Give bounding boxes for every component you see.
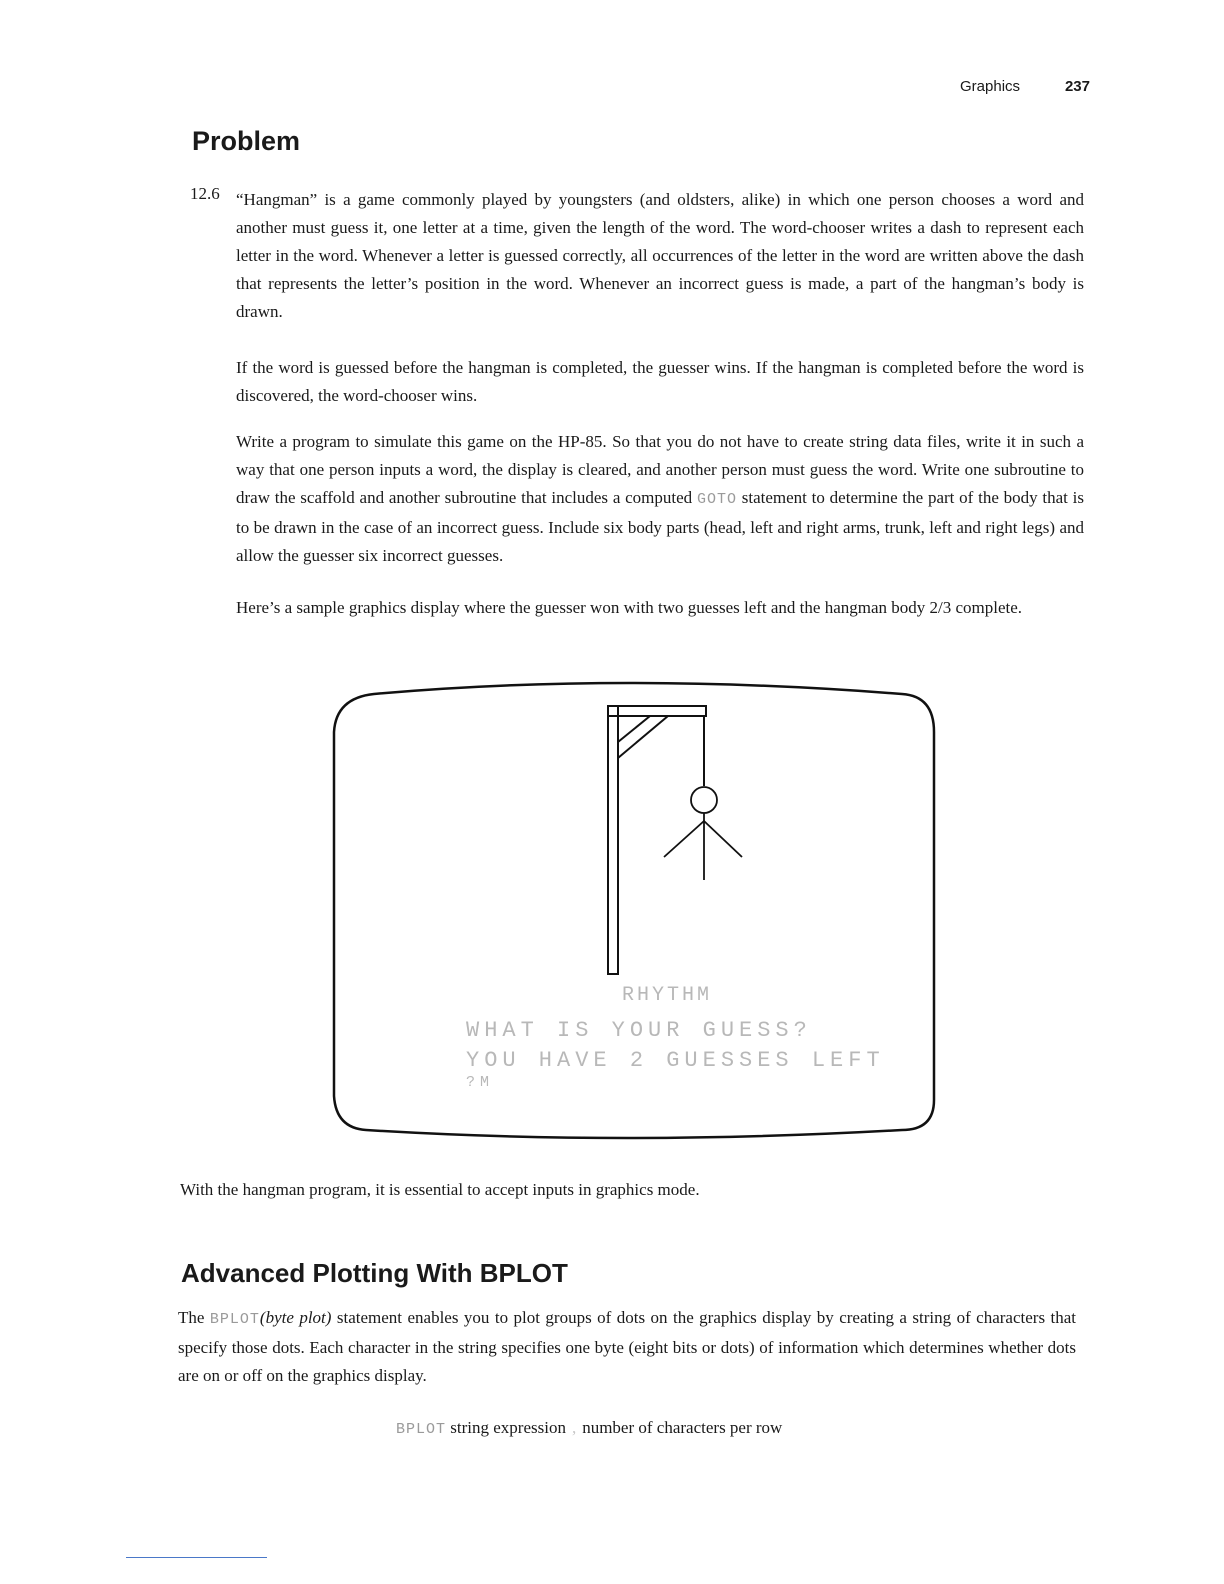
problem-heading: Problem [192, 126, 301, 156]
hangman-head [691, 787, 717, 813]
guesses-left: YOU HAVE 2 GUESSES LEFT [466, 1048, 885, 1073]
syntax-count: number of characters per row [582, 1418, 783, 1437]
intro-rest: statement enables you to plot groups of dots on the graphics display by creating a string of characters that specify those dots. Each character in the string specifies one byte (eight bits or dots) of information which determines whether dots are on or off on the graphics display. [178, 1308, 1076, 1385]
syntax-keyword: BPLOT [396, 1421, 447, 1438]
problem-paragraph-2: If the word is guessed before the hangman is completed, the guesser wins. If the hangman is completed before the word is discovered, the word-chooser wins. [236, 358, 1084, 405]
p3-text-after: statement to determine the part of the body that is to be drawn in the case of an incorrect guess. Include six body parts (head, left and right arms, trunk, left and right legs) and allow the guesser six incorrect guesses. [236, 488, 1085, 565]
hangman-right-arm [704, 821, 742, 857]
p3-text-before: Write a program to simulate this game on the HP-85. So that you do not have to create string data files, write it in such a way that one person inputs a word, the display is cleared, and another person must guess the word. Write one subroutine to draw the scaffold and another subroutine that includes a computed [236, 432, 1084, 507]
problem-paragraph-4: Here’s a sample graphics display where the guesser won with two guesses left and the hangman body 2/3 complete. [236, 598, 1023, 617]
guessed-word: RHYTHM [622, 984, 713, 1007]
goto-keyword: GOTO [696, 491, 737, 508]
page-number: 237 [1064, 78, 1090, 95]
syntax-expression: string expression [450, 1418, 566, 1437]
running-head [960, 78, 1090, 95]
intro-the: The [178, 1308, 205, 1327]
problem-paragraph-3 [236, 428, 1084, 570]
bplot-intro-paragraph [178, 1304, 1076, 1390]
hangman-figure [322, 676, 944, 1146]
syntax-separator: , [571, 1418, 577, 1437]
scaffold [608, 706, 706, 974]
bplot-keyword: BPLOT [209, 1311, 260, 1328]
figure-caption: With the hangman program, it is essential to accept inputs in graphics mode. [180, 1180, 700, 1199]
advanced-plotting-heading: Advanced Plotting With BPLOT [181, 1258, 568, 1288]
problem-paragraph-1: “Hangman” is a game commonly played by youngsters (and oldsters, alike) in which one person chooses a word and another must guess it, one letter at a time, given the length of the word. The word-chooser writes a dash to represent each letter in the word. Whenever a letter is guessed correctly, all occurrences of the letter in the word are written above the dash that represents the letter’s position in the word. Whenever an incorrect guess is made, a part of the hangman’s body is drawn. [236, 190, 1084, 321]
guess-prompt: WHAT IS YOUR GUESS? [466, 1018, 812, 1043]
problem-number: 12.6 [190, 184, 220, 203]
byte-plot-italic: (byte plot) [259, 1308, 332, 1327]
running-head-section: Graphics [960, 78, 1021, 95]
bplot-syntax [396, 1418, 782, 1438]
hangman-left-arm [664, 821, 704, 857]
input-line: ?M [466, 1074, 495, 1091]
crt-screen-drawing [322, 676, 944, 1146]
hangman-body [664, 787, 742, 880]
footnote-rule [126, 1557, 267, 1558]
